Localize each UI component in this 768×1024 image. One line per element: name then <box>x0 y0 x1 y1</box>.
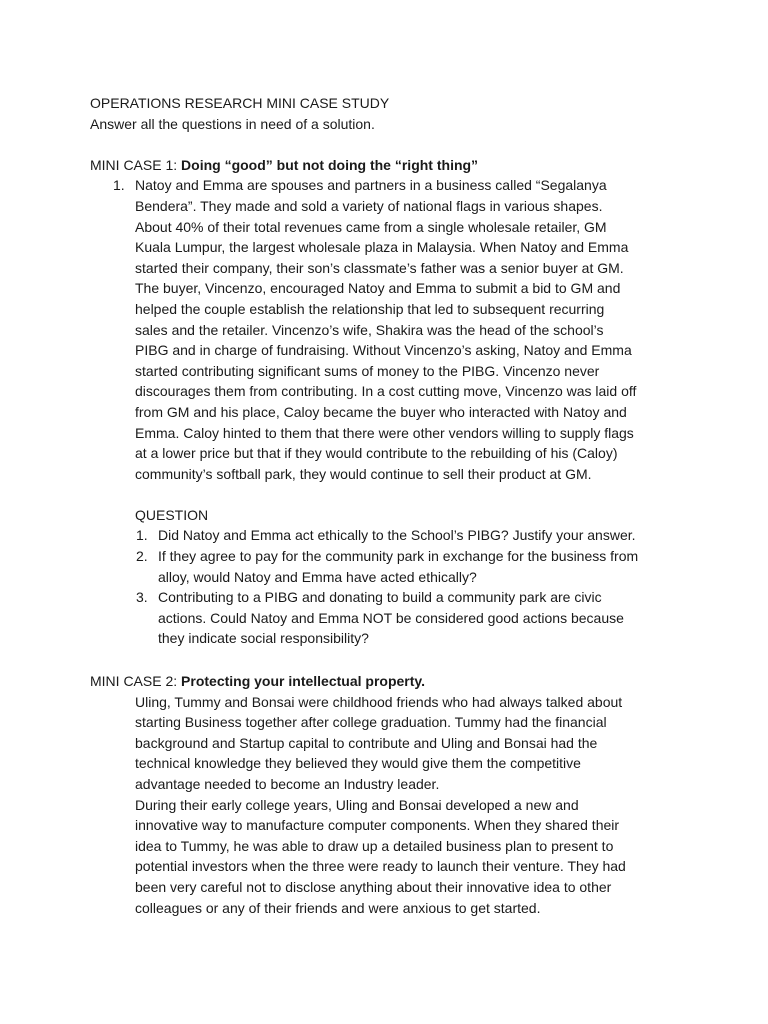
question-text: Contributing to a PIBG and donating to build a community park are civic <box>158 589 602 606</box>
spacer <box>90 484 690 505</box>
case2-line: potential investors when the three were ready to launch their venture. They had <box>135 858 626 875</box>
question-number: 2. <box>136 548 148 565</box>
question-text: alloy, would Natoy and Emma have acted ethically? <box>158 568 477 585</box>
case1-prefix: MINI CASE 1: <box>90 156 182 173</box>
case1-line: community’s softball park, they would continue to sell their product at GM. <box>135 465 592 482</box>
case1-line: discourages them from contributing. In a cost cutting move, Vincenzo was laid off <box>135 383 637 400</box>
case2-line: innovative way to manufacture computer components. When they shared their <box>135 817 620 834</box>
case2-line: been very careful not to disclose anything about their innovative idea to other <box>135 878 612 895</box>
case2-line: technical knowledge they believed they would give them the competitive <box>135 755 581 772</box>
case1-paragraph <box>135 175 690 484</box>
case2-line: colleagues or any of their friends and were anxious to get started. <box>135 899 541 916</box>
question-number: 1. <box>136 527 148 544</box>
case2-line: starting Business together after college graduation. Tummy had the financial <box>135 714 607 731</box>
case1-narrative <box>90 175 690 484</box>
case1-line: Natoy and Emma are spouses and partners in a business called “Segalanya <box>135 177 607 194</box>
question-text: they indicate social responsibility? <box>158 630 369 647</box>
case2-line: Uling, Tummy and Bonsai were childhood friends who had always talked about <box>135 693 623 710</box>
question-text: actions. Could Natoy and Emma NOT be considered good actions because <box>158 609 624 626</box>
spacer <box>90 134 690 155</box>
question-label: QUESTION <box>135 506 209 523</box>
case2-line: advantage needed to become an Industry leader. <box>135 776 440 792</box>
case1-line: started contributing significant sums of money to the PIBG. Vincenzo never <box>135 362 600 379</box>
document-title: OPERATIONS RESEARCH MINI CASE STUDY <box>90 95 390 111</box>
question-item <box>90 587 690 649</box>
case1-line: Emma. Caloy hinted to them that there were other vendors willing to supply flags <box>135 424 634 441</box>
case1-line: helped the couple establish the relationship that led to subsequent recurring <box>135 300 605 317</box>
case1-heading <box>90 155 690 176</box>
question-text: If they agree to pay for the community park in exchange for the business from <box>158 548 639 565</box>
case2-paragraph <box>90 692 690 919</box>
case1-line: Kuala Lumpur, the largest wholesale plaza in Malaysia. When Natoy and Emma <box>135 239 629 256</box>
case2-heading <box>90 671 690 692</box>
document-page <box>90 93 690 918</box>
spacer <box>90 649 690 671</box>
case1-line: PIBG and in charge of fundraising. Without Vincenzo’s asking, Natoy and Emma <box>135 342 632 359</box>
case2-line: idea to Tummy, he was able to draw up a detailed business plan to present to <box>135 837 614 854</box>
case1-line: started their company, their son’s classmate’s father was a senior buyer at GM. <box>135 259 624 276</box>
question-text: Did Natoy and Emma act ethically to the School’s PIBG? Justify your answer. <box>158 527 636 544</box>
case2-line: During their early college years, Uling and Bonsai developed a new and <box>135 796 579 813</box>
question-item <box>90 546 690 587</box>
case2-prefix: MINI CASE 2: <box>90 673 182 690</box>
case2-title: Protecting your intellectual property. <box>181 673 426 690</box>
case1-line: About 40% of their total revenues came from a single wholesale retailer, GM <box>135 218 607 235</box>
question-list <box>90 525 690 649</box>
instruction-text: Answer all the questions in need of a solution. <box>90 115 375 132</box>
case2-line: background and Startup capital to contribute and Uling and Bonsai had the <box>135 734 598 751</box>
case1-line: at a lower price but that if they would contribute to the rebuilding of his (Caloy) <box>135 445 618 462</box>
case1-item-number: 1. <box>113 177 125 194</box>
case1-line: from GM and his place, Caloy became the buyer who interacted with Natoy and <box>135 403 627 420</box>
question-item <box>90 525 690 546</box>
case1-line: Bendera”. They made and sold a variety of national flags in various shapes. <box>135 197 603 214</box>
case1-line: sales and the retailer. Vincenzo’s wife, Shakira was the head of the school’s <box>135 321 604 338</box>
case1-title: Doing “good” but not doing the “right thing” <box>181 156 479 173</box>
case1-line: The buyer, Vincenzo, encouraged Natoy and Emma to submit a bid to GM and <box>135 280 621 297</box>
question-number: 3. <box>136 589 148 606</box>
